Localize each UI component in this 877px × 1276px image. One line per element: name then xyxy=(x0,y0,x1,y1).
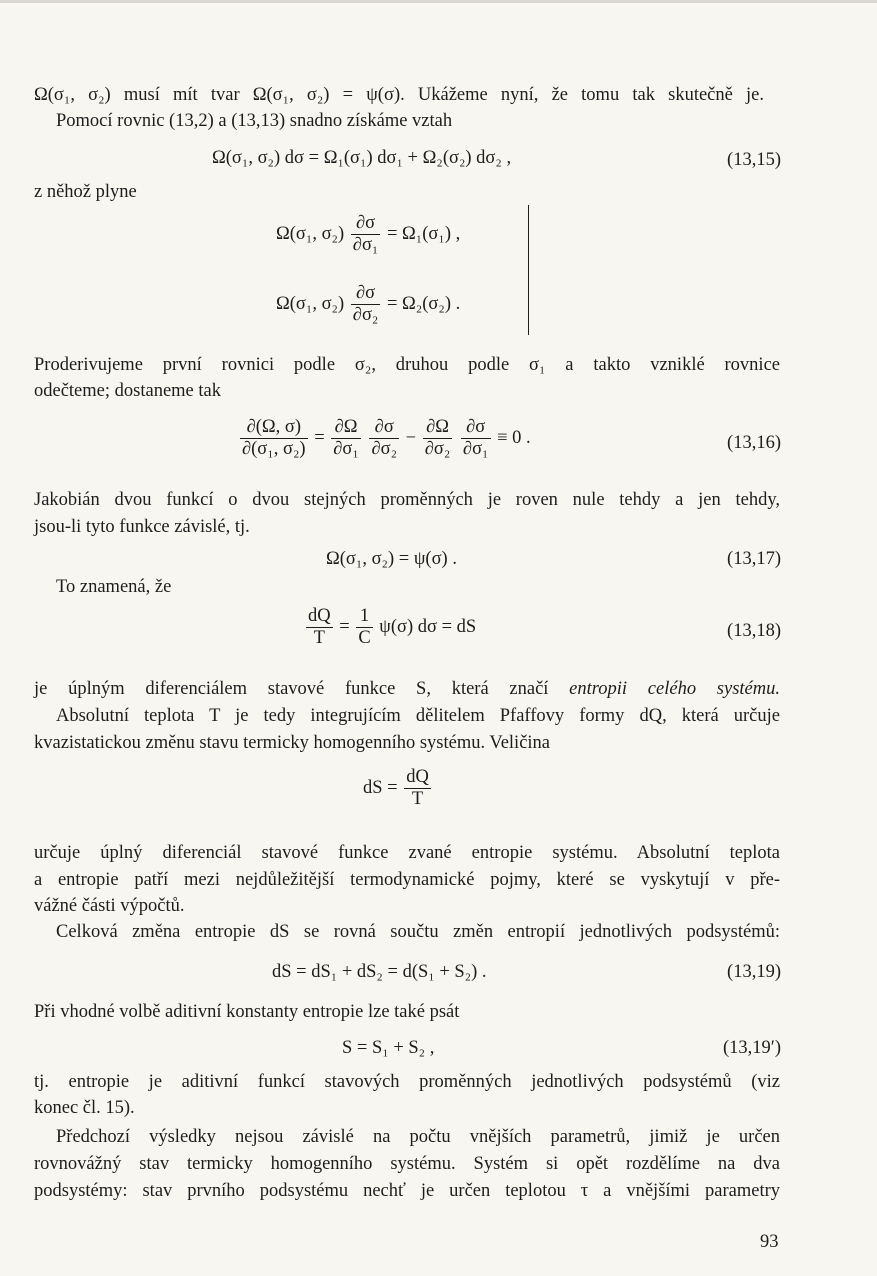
equation-number: (13,17) xyxy=(727,549,781,569)
text-line: Předchozí výsledky nejsou závislé na počtu vnějších parametrů, jimiž je určen xyxy=(56,1127,780,1147)
text-line: Proderivujeme první rovnici podle σ₂, druhou podle σ₁ a takto vzniklé rovnice xyxy=(34,355,780,375)
denominator: C xyxy=(358,628,371,649)
denominator: ∂(σ₁, σ₂) xyxy=(242,439,306,460)
numerator: ∂Ω xyxy=(423,418,453,439)
fraction xyxy=(369,418,399,460)
eq-operator: = xyxy=(339,617,350,638)
denominator: ∂σ₁ xyxy=(352,235,379,256)
eq-term: = Ω₂(σ₂) . xyxy=(387,294,461,315)
denominator: ∂σ₂ xyxy=(424,439,451,460)
fraction xyxy=(306,607,333,649)
text-line: kvazistatickou změnu stavu termicky homogenního systému. Veličina xyxy=(34,733,551,753)
text-line: Pomocí rovnic (13,2) a (13,13) snadno získáme vztah xyxy=(56,111,453,131)
equation-13-19-prime: S = S₁ + S₂ , xyxy=(342,1038,435,1058)
text-line: Absolutní teplota T je tedy integrujícím dělitelem Pfaffovy formy dQ, která určuje xyxy=(56,706,780,726)
equation-13-18 xyxy=(304,607,476,649)
equation-13-19: dS = dS₁ + dS₂ = d(S₁ + S₂) . xyxy=(272,962,487,982)
eq-term: ψ(σ) dσ = dS xyxy=(379,617,477,638)
equation-number: (13,15) xyxy=(727,150,781,170)
text-line: Při vhodné volbě aditivní konstanty entropie lze také psát xyxy=(34,1002,460,1022)
equation-number: (13,19) xyxy=(727,962,781,982)
text-line: Jakobián dvou funkcí o dvou stejných proměnných je roven nule tehdy a jen tehdy, xyxy=(34,490,780,510)
text-line: konec čl. 15). xyxy=(34,1098,135,1118)
fraction xyxy=(351,284,381,326)
text-line: tj. entropie je aditivní funkcí stavových proměnných jednotlivých podsystémů (viz xyxy=(34,1072,780,1092)
equation-13-17: Ω(σ₁, σ₂) = ψ(σ) . xyxy=(326,549,457,569)
denominator: T xyxy=(313,628,325,649)
equation-entropy xyxy=(363,768,433,810)
eq-term: = Ω₁(σ₁) , xyxy=(387,224,461,245)
fraction xyxy=(404,768,431,810)
fraction xyxy=(356,607,372,649)
equation-number: (13,16) xyxy=(727,433,781,453)
emphasis-text: entropii celého systému. xyxy=(569,679,780,699)
system-bracket xyxy=(522,205,529,335)
numerator: dQ xyxy=(306,607,333,628)
numerator: dQ xyxy=(404,768,431,789)
equation-number: (13,18) xyxy=(727,621,781,641)
fraction xyxy=(331,418,361,460)
eq-term: Ω(σ₁, σ₂) xyxy=(276,294,345,315)
numerator: 1 xyxy=(356,607,372,628)
text-line: odečteme; dostaneme tak xyxy=(34,381,221,401)
text-run: je úplným diferenciálem stavové funkce S, která značí xyxy=(34,679,549,699)
text-line: z něhož plyne xyxy=(34,182,137,202)
text-line: a entropie patří mezi nejdůležitější termodynamické pojmy, které se vyskytují v pře- xyxy=(34,870,780,890)
fraction xyxy=(461,418,491,460)
fraction xyxy=(240,418,308,460)
numerator: ∂σ xyxy=(369,418,399,439)
denominator: T xyxy=(411,789,424,810)
equation-number: (13,19′) xyxy=(723,1038,781,1058)
numerator: ∂σ xyxy=(461,418,491,439)
text-line: jsou-li tyto funkce závislé, tj. xyxy=(34,517,250,537)
fraction xyxy=(351,214,381,256)
text-line: určuje úplný diferenciál stavové funkce zvané entropie systému. Absolutní teplota xyxy=(34,843,780,863)
scan-top-edge xyxy=(0,0,877,3)
denominator: ∂σ₂ xyxy=(371,439,398,460)
eq-term: Ω(σ₁, σ₂) xyxy=(276,224,345,245)
equation-13-15: Ω(σ₁, σ₂) dσ = Ω₁(σ₁) dσ₁ + Ω₂(σ₂) dσ₂ , xyxy=(212,148,512,168)
text-line: rovnovážný stav termicky homogenního systému. Systém si opět rozdělíme na dva xyxy=(34,1154,780,1174)
denominator: ∂σ₁ xyxy=(333,439,359,460)
text-line: Celková změna entropie dS se rovná součtu změn entropií jednotlivých podsystémů: xyxy=(56,922,780,942)
denominator: ∂σ₁ xyxy=(462,439,489,460)
text-line: To znamená, že xyxy=(56,577,172,597)
text-line xyxy=(34,679,780,700)
system-equation-b xyxy=(276,284,460,326)
page-number: 93 xyxy=(760,1232,779,1252)
equation-13-16 xyxy=(238,418,531,460)
eq-operator: = xyxy=(314,428,325,449)
fraction xyxy=(423,418,453,460)
eq-term: ≡ 0 . xyxy=(497,428,531,449)
text-line: vážné části výpočtů. xyxy=(34,896,185,916)
text-line: podsystémy: stav prvního podsystému nechť je určen teplotou τ a vnějšími parametry xyxy=(34,1181,780,1201)
eq-term: dS = xyxy=(363,778,398,799)
system-equation-a xyxy=(276,214,460,256)
eq-operator: − xyxy=(405,428,417,449)
numerator: ∂Ω xyxy=(331,418,361,439)
denominator: ∂σ₂ xyxy=(352,305,379,326)
numerator: ∂(Ω, σ) xyxy=(240,418,308,439)
numerator: ∂σ xyxy=(351,214,381,235)
text-line: Ω(σ₁, σ₂) musí mít tvar Ω(σ₁, σ₂) = ψ(σ). Ukážeme nyní, že tomu tak skutečně je. xyxy=(34,85,764,105)
numerator: ∂σ xyxy=(351,284,381,305)
